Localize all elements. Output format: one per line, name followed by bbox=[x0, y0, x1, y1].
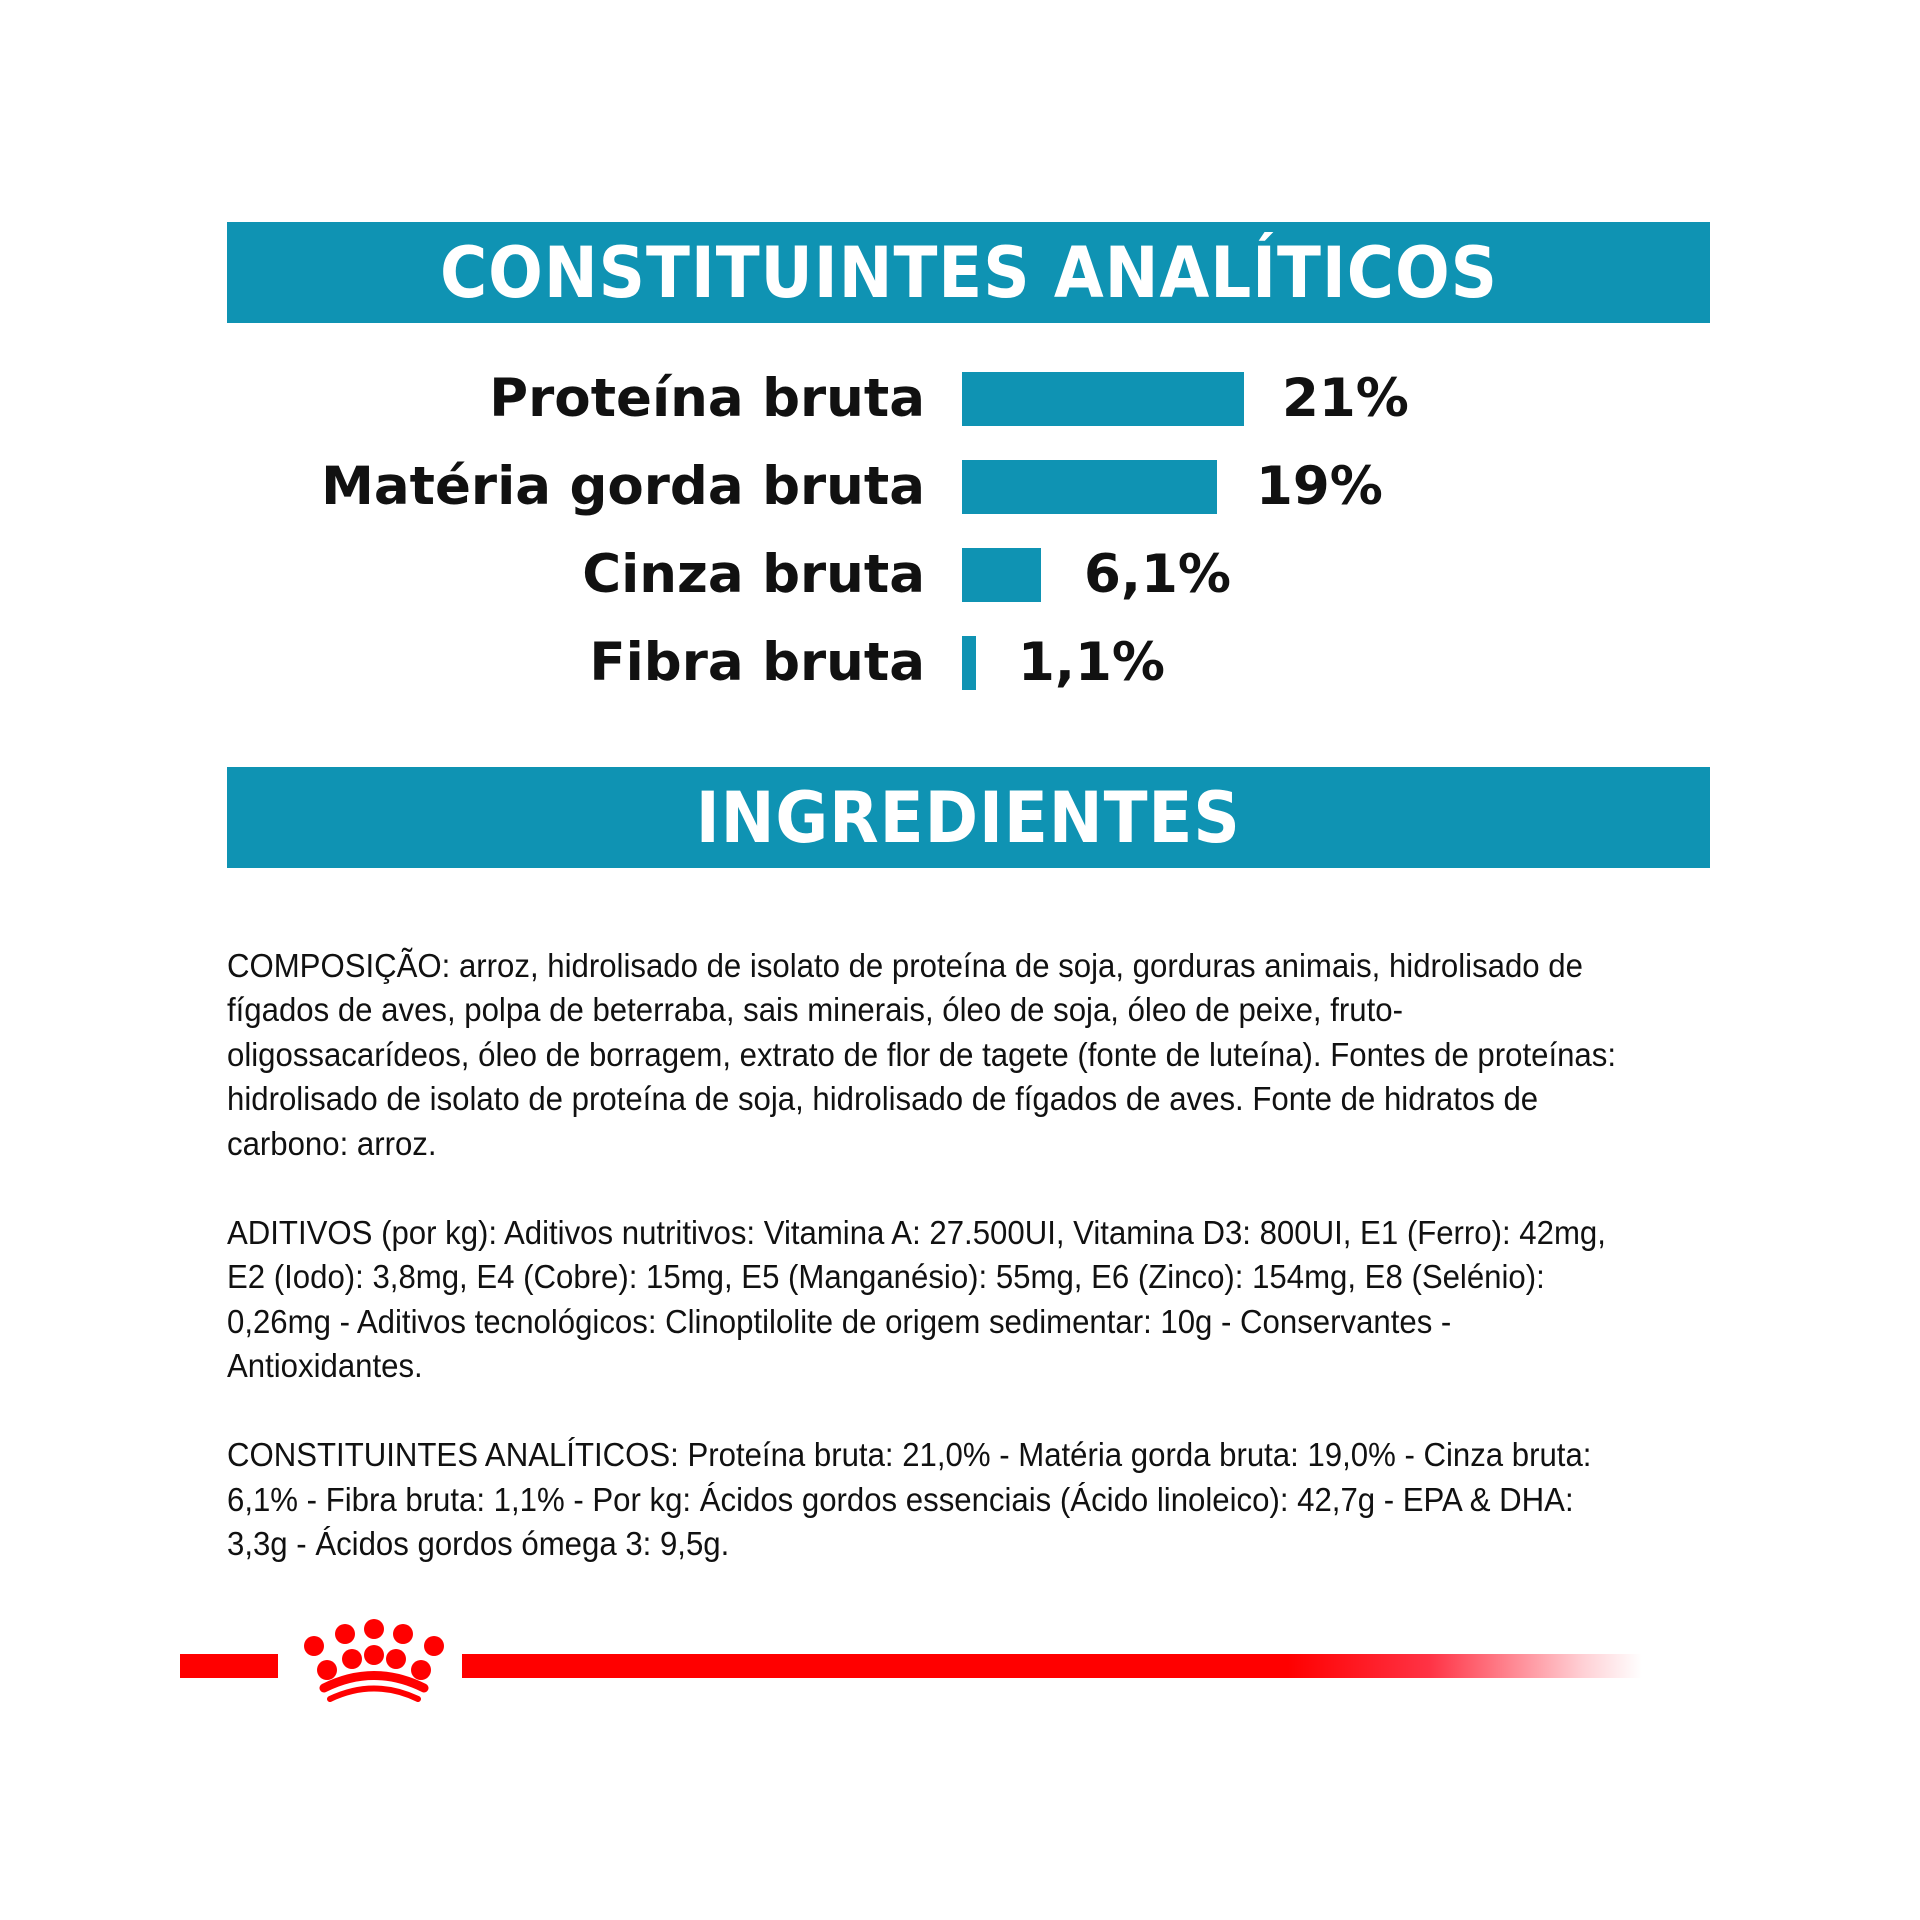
composition-paragraph: COMPOSIÇÃO: arroz, hidrolisado de isolato de proteína de soja, gorduras animais, hidrolisado de fígados de aves, polpa de beterraba, sais minerais, óleo de soja, óleo de peixe, fruto-oligossacarídeos, óleo de borragem, extrato de flor de tagete (fonte de luteína). Fontes de proteínas: hidrolisado de isolato de proteína de soja, hidrolisado de fígados de aves. Fonte de hidratos de carbono: arroz. bbox=[227, 947, 1616, 1163]
analytical-constituents-paragraph: CONSTITUINTES ANALÍTICOS: Proteína bruta: 21,0% - Matéria gorda bruta: 19,0% - Cinza bruta: 6,1% - Fibra bruta: 1,1% - Por kg: Ácidos gordos essenciais (Ácido linoleico): 42,7g - EPA & DHA: 3,3g - Ácidos gordos ómega 3: 9,5g. bbox=[227, 1437, 1592, 1563]
additives-paragraph: ADITIVOS (por kg): Aditivos nutritivos: Vitamina A: 27.500UI, Vitamina D3: 800UI, E1 (Ferro): 42mg, E2 (Iodo): 3,8mg, E4 (Cobre): 15mg, E5 (Manganésio): 55mg, E6 (Zinco): 154mg, E8 (Selénio): 0,26mg - Aditivos tecnológicos: Clinoptilolite de origem sedimentar: 10g - Conservantes - Antioxidantes. bbox=[227, 1214, 1606, 1385]
chart-label: Cinza bruta bbox=[582, 544, 925, 605]
chart-value: 21% bbox=[1282, 368, 1409, 429]
brand-line-left bbox=[180, 1654, 278, 1678]
chart-label: Fibra bruta bbox=[589, 632, 925, 693]
chart-label: Proteína bruta bbox=[489, 368, 925, 429]
ingredients-title: INGREDIENTES bbox=[696, 776, 1241, 859]
brand-line-right bbox=[462, 1654, 1642, 1678]
ingredients-body bbox=[227, 900, 1622, 1612]
chart-row-fiber bbox=[0, 632, 1920, 693]
chart-row-ash bbox=[0, 544, 1920, 605]
crown-icon bbox=[284, 1608, 464, 1718]
chart-row-protein bbox=[0, 368, 1920, 429]
chart-bar bbox=[962, 636, 976, 690]
chart-bar bbox=[962, 460, 1217, 514]
chart-bar bbox=[962, 548, 1041, 602]
chart-label: Matéria gorda bruta bbox=[321, 456, 925, 517]
chart-value: 1,1% bbox=[1018, 632, 1165, 693]
chart-row-fat bbox=[0, 456, 1920, 517]
analytics-header bbox=[227, 222, 1710, 323]
chart-bar bbox=[962, 372, 1244, 426]
analytics-title: CONSTITUINTES ANALÍTICOS bbox=[439, 231, 1498, 314]
ingredients-header bbox=[227, 767, 1710, 868]
chart-value: 6,1% bbox=[1084, 544, 1231, 605]
chart-value: 19% bbox=[1256, 456, 1383, 517]
